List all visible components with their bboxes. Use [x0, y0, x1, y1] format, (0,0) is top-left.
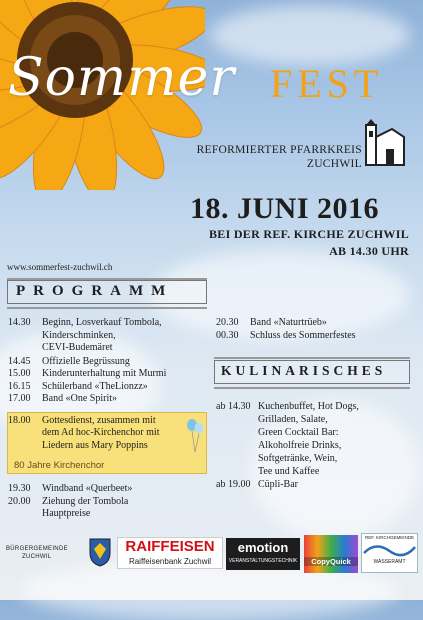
programm-item — [8, 368, 190, 381]
buergergemeinde-label — [6, 545, 68, 561]
programm-desc-line: Ziehung der Tombola — [42, 495, 129, 507]
programm-list-continued — [8, 483, 190, 521]
buergergemeinde-line2: ZUCHWIL — [22, 554, 52, 560]
programm-time: 16.15 — [8, 380, 31, 392]
programm-desc: Offizielle Begrüssung — [42, 355, 130, 367]
kulinarisches-item — [216, 400, 416, 478]
raiffeisen-sub: Raiffeisenbank Zuchwil — [128, 557, 212, 566]
kulinarisches-heading: KULINARISCHES — [214, 360, 410, 384]
buergergemeinde-line1: BÜRGERGEMEINDE — [6, 546, 68, 552]
kirchenchor-tag: 80 Jahre Kirchenchor — [14, 460, 105, 471]
programm-desc-line: Kinderschminken, — [42, 329, 116, 341]
emotion-name: emotion — [237, 540, 289, 555]
programm-time: 14.30 — [8, 317, 31, 328]
programm-desc: Kinderunterhaltung mit Murmi — [42, 368, 167, 379]
event-time: AB 14.30 UHR — [329, 244, 409, 258]
programm-time: 20.00 — [8, 495, 31, 507]
programm-desc — [42, 317, 162, 355]
programm-time: 17.00 — [8, 393, 31, 404]
programm-list — [8, 317, 190, 452]
kulinarisches-time: ab 14.30 — [216, 401, 251, 412]
programm-item — [8, 317, 190, 355]
programm-time: 15.00 — [8, 368, 31, 379]
kulinarisches-item — [216, 478, 416, 491]
kirchgemeinde-label: REF. KIRCHGEMEINDE — [364, 535, 414, 540]
programm-item — [8, 496, 190, 521]
copyquick-logo — [304, 535, 358, 573]
kulinarisches-desc-line: Grilladen, Salate, — [258, 414, 328, 425]
emotion-logo — [226, 538, 300, 570]
divider — [214, 357, 410, 359]
kulinarisches-time: ab 19.00 — [216, 479, 251, 490]
kulinarisches-desc-line: Tee und Kaffee — [258, 466, 320, 477]
programm-list-right — [216, 317, 416, 342]
programm-item-highlight — [8, 415, 190, 453]
title-sommer: Sommer — [8, 48, 236, 108]
programm-desc-line: Gottesdienst, zusammen mit — [42, 414, 156, 426]
divider — [7, 307, 207, 309]
programm-desc-line: Beginn, Losverkauf Tombola, — [42, 317, 162, 328]
programm-desc: Band «Naturtrüeb» — [250, 317, 327, 328]
church-icon — [362, 117, 406, 167]
copyquick-name: CopyQuick — [304, 557, 358, 566]
programm-time: 18.00 — [8, 414, 31, 426]
kirchgemeinde-wasseramt-logo — [361, 533, 418, 573]
kulinarisches-desc-line: Alkoholfreie Drinks, — [258, 440, 342, 451]
event-place — [195, 226, 409, 260]
programm-time: 14.45 — [8, 355, 31, 367]
programm-item — [216, 317, 416, 330]
programm-item — [8, 381, 190, 394]
kulinarisches-desc-line: Kuchenbuffet, Hot Dogs, — [258, 401, 359, 412]
kulinarisches-desc-line: Green Cocktail Bar: — [258, 427, 339, 438]
zuchwil-coat-of-arms-icon — [88, 537, 112, 567]
programm-desc-line: Hauptpreise — [42, 508, 91, 519]
programm-item — [8, 483, 190, 496]
programm-time: 19.30 — [8, 483, 31, 494]
wave-icon — [362, 541, 417, 559]
programm-item — [8, 356, 190, 369]
raiffeisen-logo — [117, 537, 223, 569]
event-date: 18. JUNI 2016 — [190, 192, 380, 225]
programm-desc: Windband «Querbeet» — [42, 483, 133, 494]
programm-desc: Schülerband «TheLionzz» — [42, 380, 148, 392]
event-location: BEI DER REF. KIRCHE ZUCHWIL — [208, 227, 409, 241]
programm-desc-line: Liedern aus Mary Poppins — [42, 439, 148, 451]
raiffeisen-name: RAIFFEISEN — [125, 538, 215, 555]
programm-heading: PROGRAMM — [7, 280, 207, 304]
programm-desc — [42, 496, 128, 521]
organizer-line2: ZUCHWIL — [306, 158, 362, 170]
website-link[interactable]: www.sommerfest-zuchwil.ch — [7, 262, 113, 272]
kulinarisches-list — [216, 400, 416, 491]
organizer — [196, 143, 362, 171]
wasseramt-label: WASSERAMT — [373, 559, 406, 565]
programm-desc — [42, 415, 159, 453]
kulinarisches-desc: Cüpli-Bar — [258, 479, 298, 490]
programm-desc-line: CEVI-Budemäret — [42, 342, 113, 353]
programm-time: 00.30 — [216, 329, 239, 341]
programm-desc-line: dem Ad hoc-Kirchenchor mit — [42, 427, 160, 438]
programm-desc: Schluss des Sommerfestes — [250, 329, 356, 341]
kulinarisches-desc-line: Softgetränke, Wein, — [258, 453, 338, 464]
cloud — [210, 5, 410, 65]
programm-item — [8, 393, 190, 406]
kulinarisches-desc — [258, 400, 359, 478]
organizer-line1: REFORMIERTER PFARRKREIS — [196, 144, 362, 156]
programm-item — [216, 330, 416, 343]
programm-desc: Band «One Spirit» — [42, 393, 117, 404]
emotion-sub: VERANSTALTUNGSTECHNIK — [228, 558, 298, 564]
divider — [214, 387, 410, 389]
title-fest: FEST — [270, 61, 384, 106]
programm-time: 20.30 — [216, 317, 239, 328]
